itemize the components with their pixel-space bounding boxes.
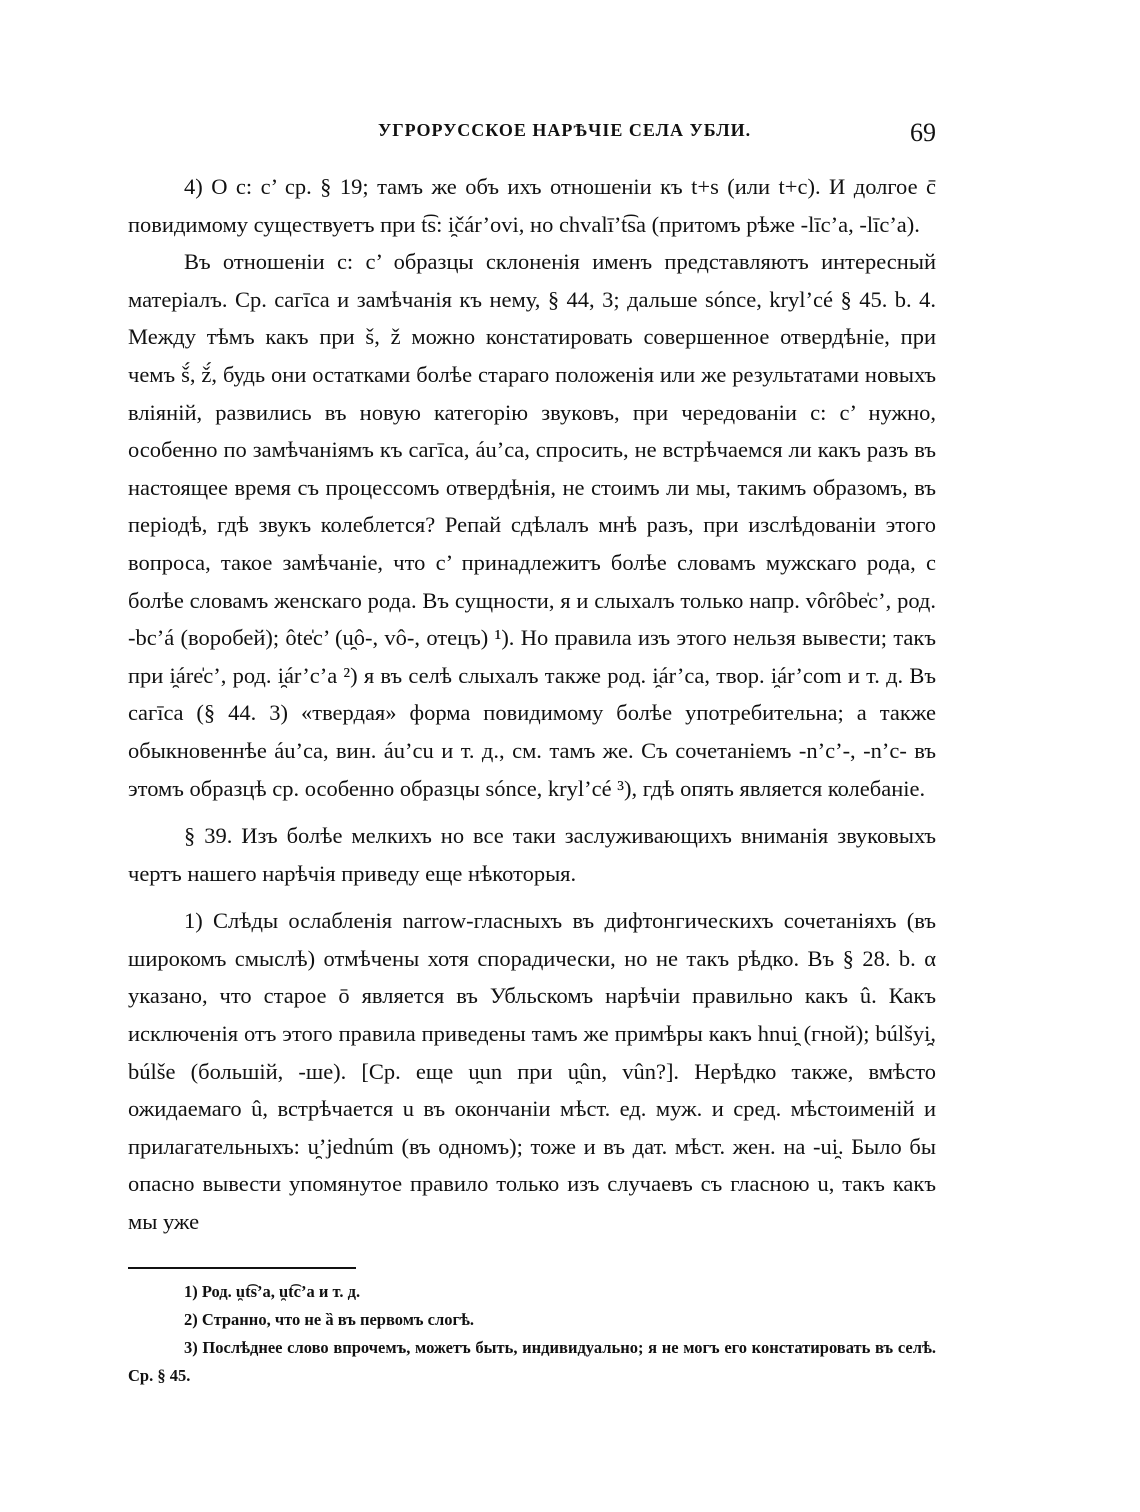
body-text: [128, 168, 936, 1241]
paragraph-4: 1) Слѣды ослабленія narrow-гласныхъ въ дифтонгическихъ сочетаніяхъ (въ широкомъ смыслѣ) отмѣчены хотя спорадически, но не такъ рѣдко. Въ § 28. b. α указано, что старое ō является въ Убльскомъ нарѣчіи правильно какъ û. Какъ исключенія отъ этого правила приведены тамъ же примѣры какъ hnui̯ (гной); búlšyi̯, búlše (большій, -ше). [Ср. еще u̯un при u̯ûn, vûn?]. Нерѣдко также, вмѣсто ожидаемаго û, встрѣчается u въ окончаніи мѣст. ед. муж. и сред. мѣстоименій и прилагательныхъ: u̯’jednúm (въ одномъ); тоже и въ дат. мѣст. жен. на -ui̯. Было бы опасно вывести упомянутое правило только изъ случаевъ съ гласною u, такъ какъ мы уже: [128, 908, 936, 1235]
paragraph-1: 4) О c: c’ ср. § 19; тамъ же объ ихъ отношеніи къ t+s (или t+c). И долгое c̄ повидимому существуетъ при t͡s: i̯čár’ovi, но chvalī’t͡sa (притомъ рѣже -līc’a, -līc’a).: [128, 174, 936, 237]
paragraph-2: Въ отношеніи c: c’ образцы склоненія именъ представляютъ интересный матеріалъ. Ср. caгīca и замѣчанія къ нему, § 44, 3; дальше sónce, kryl’cé § 45. b. 4. Между тѣмъ какъ при š, ž можно констатировать совершенное отвердѣніе, при чемъ š́, ž́, будь они остатками болѣе стараго положенія или же результатами новыхъ вліяній, развились въ новую категорію звуковъ, при чередованіи c: c’ нужно, особенно по замѣчаніямъ къ caгīca, áu’ca, спросить, не встрѣчаемся ли какъ разъ въ настоящее время съ процессомъ отвердѣнія, не стоимъ ли мы, такимъ образомъ, въ періодѣ, гдѣ звукъ колеблется? Репай сдѣлалъ мнѣ разъ, при изслѣдованіи этого вопроса, такое замѣчаніе, что c’ принадлежитъ болѣе словамъ мужскаго рода, c болѣе словамъ женскаго рода. Въ сущности, я и слыхалъ только напр. vôrôbe̍c’, род. -bc’á (воробей); ôte̍c’ (u̯ô-, vô-, отецъ) ¹). Но правила изъ этого нельзя вывести; такъ при i̯áre̍c’, род. i̯ár’c’a ²) я въ селѣ слыхалъ также род. i̯ár’ca, твор. i̯ár’com и т. д. Въ caгīca (§ 44. 3) «твердая» форма повидимому болѣе употребительна; а также обыкновеннѣе áu’ca, вин. áu’cu и т. д., см. тамъ же. Съ сочетаніемъ -n’c’-, -n’c- въ этомъ образцѣ ср. особенно образцы sónce, kryl’cé ³), гдѣ опять является колебаніе.: [128, 249, 936, 801]
footnote-1: 1) Род. u̯t͡s’a, u̯t͡c’a и т. д.: [184, 1282, 361, 1301]
footnote-3: 3) Послѣднее слово впрочемъ, можетъ быть, индивидуально; я не могъ его констатировать въ селѣ. Ср. § 45.: [128, 1338, 936, 1385]
page-number: 69: [910, 118, 936, 147]
running-head: [128, 118, 936, 148]
running-title: УГРОРУССКОЕ НАРѢЧІЕ СЕЛА УБЛИ.: [378, 120, 752, 140]
paragraph-section-39: § 39. Изъ болѣе мелкихъ но все таки заслуживающихъ вниманія звуковыхъ чертъ нашего нарѣчія приведу еще нѣкоторыя.: [128, 823, 936, 886]
footnote-divider: [128, 1267, 356, 1269]
footnotes: [128, 1278, 936, 1390]
footnote-2: 2) Странно, что не ȁ въ первомъ слогѣ.: [184, 1310, 475, 1329]
